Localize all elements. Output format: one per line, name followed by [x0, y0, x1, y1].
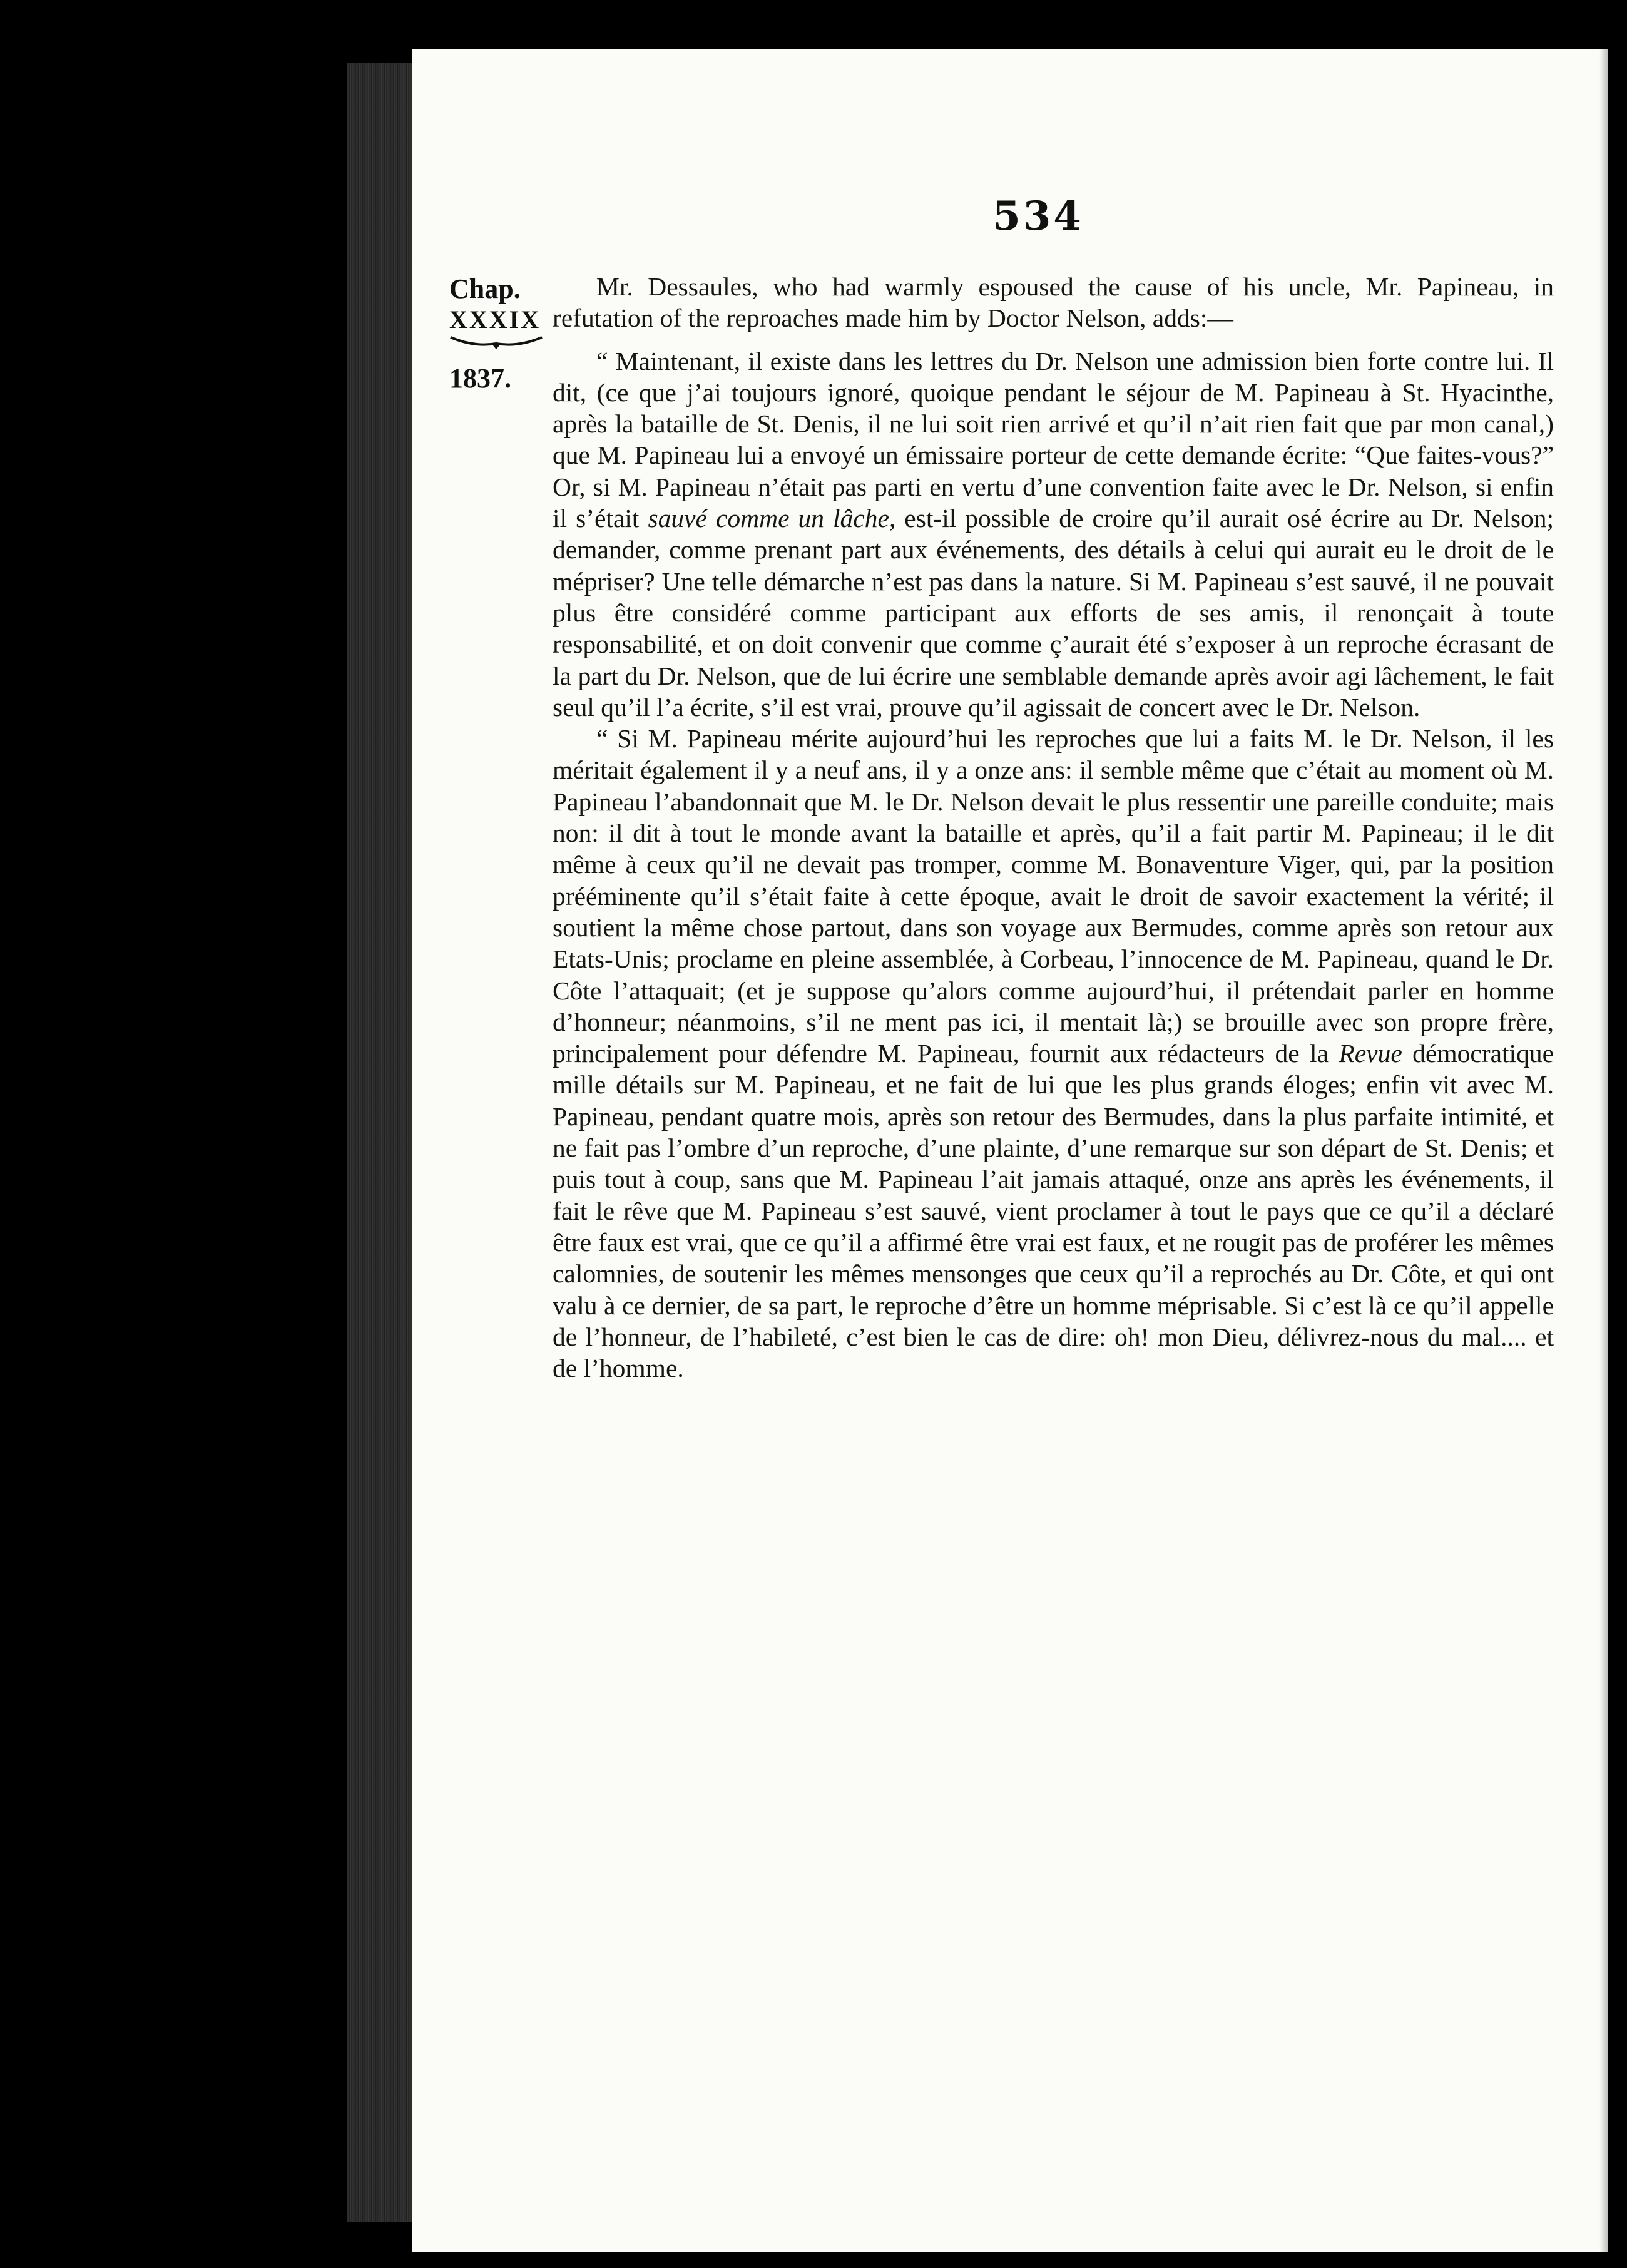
margin-notes — [449, 271, 568, 394]
page-body — [553, 271, 1554, 1384]
intro-paragraph: Mr. Dessaules, who had warmly espoused the cause of his uncle, Mr. Papineau, in refutation of the reproaches made him by Doctor Nelson, adds:— — [553, 272, 1554, 333]
quote-2-text-b: démocratique mille détails sur M. Papineau, et ne fait de lui que les plus grands éloges; enfin vit avec M. Papineau, pendant quatre mois, après son retour des Bermudes, dans la plus parfaite intimité, et ne fait pas l’ombre d’un reproche, d’une plainte, d’une remarque sur son départ de St. Denis; et puis tout à coup, sans que M. Papineau l’ait jamais attaqué, onze ans après les événements, il fait le rêve que M. Papineau s’est sauvé, vient proclamer à tout le pays que ce qu’il a déclaré être faux est vrai, que ce qu’il a affirmé être vrai est faux, et ne rougit pas de proférer les mêmes calomnies, de soutenir les mêmes mensonges que ceux qu’il a reprochés au Dr. Côte, et qui ont valu à ce dernier, de sa part, le reproche d’être un homme méprisable. Si c’est là ce qu’il appelle de l’honneur, de l’habileté, c’est bien le cas de dire: oh! mon Dieu, délivrez-nous du mal.... et de l’homme. — [553, 1039, 1554, 1383]
quote-paragraph-2 — [553, 723, 1554, 1384]
quote-2-italic: Revue — [1339, 1039, 1402, 1068]
chapter-number: XXXIX — [449, 305, 541, 334]
quote-1-text-a: “ Maintenant, il existe dans les lettres du Dr. Nelson une admission bien forte contre lui. Il dit, (ce que j’ai toujours ignoré, quoique pendant le séjour de M. Papineau à St. Hyacinthe, après la bataille de St. Denis, il ne lui soit rien arrivé et qu’il n’ait rien fait que par mon canal,) que M. Papineau lui a envoyé un émissaire porteur de cette demande écrite: “Que faites-vous?” Or, si M. Papineau n’était pas parti en vertu d’une convention faite avec le Dr. Nelson, si enfin il s’était — [553, 346, 1554, 533]
margin-year: 1837. — [449, 363, 511, 394]
page-number: 534 — [992, 193, 1084, 240]
book-page — [412, 49, 1608, 2252]
quote-1-text-b: est-il possible de croire qu’il aurait osé écrire au Dr. Nelson; demander, comme prenant part aux événements, des détails à celui qui aurait eu le droit de le mépriser? Une telle démarche n’est pas dans la nature. Si M. Papineau s’est sauvé, il ne pouvait plus être considéré comme participant aux efforts de ses amis, il renonçait à toute responsabilité, et on doit convenir que comme ç’aurait été s’exposer à un reproche écrasant de la part du Dr. Nelson, que de lui écrire une semblable demande après avoir agi lâchement, le fait seul qu’il l’a écrite, s’il est vrai, prouve qu’il agissait de concert avec le Dr. Nelson. — [553, 504, 1554, 722]
book-page-edge — [347, 63, 416, 2222]
page-fold-shadow — [1599, 49, 1608, 2252]
quote-1-italic: sauvé comme un lâche, — [648, 504, 896, 533]
chapter-label: Chap. — [449, 273, 521, 304]
quote-paragraph-1 — [553, 345, 1554, 723]
brace-ornament — [449, 335, 543, 349]
quote-2-text-a: “ Si M. Papineau mérite aujourd’hui les reproches que lui a faits M. le Dr. Nelson, il les méritait également il y a neuf ans, il y a onze ans: il semble même que c’était au moment où M. Papineau l’abandonnait que M. le Dr. Nelson devait le plus ressentir une pareille conduite; mais non: il dit à tout le monde avant la bataille et après, qu’il a fait partir M. Papineau; il le dit même à ceux qu’il ne devait pas tromper, comme M. Bonaventure Viger, qui, par la position prééminente qu’il s’était faite à cette époque, avait le droit de savoir exactement la vérité; il soutient la même chose partout, dans son voyage aux Bermudes, comme après son retour aux Etats-Unis; proclame en pleine assemblée, à Corbeau, l’innocence de M. Papineau, quand le Dr. Côte l’attaquait; (et je suppose qu’alors comme aujourd’hui, il prétendait parler en homme d’honneur; néanmoins, s’il ne ment pas ici, il mentait là;) se brouille avec son propre frère, principalement pour défendre M. Papineau, fournit aux rédacteurs de la — [553, 724, 1554, 1068]
